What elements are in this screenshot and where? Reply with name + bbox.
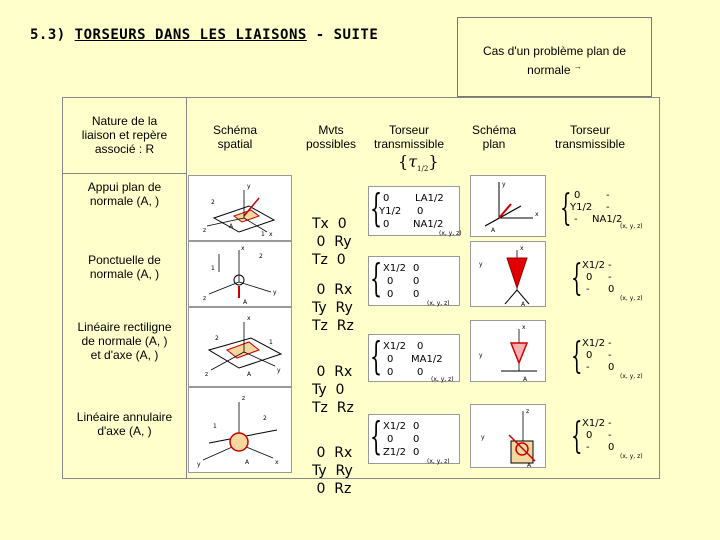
svg-text:1: 1 <box>269 339 273 346</box>
svg-text:(x, y, z): (x, y, z) <box>620 373 643 380</box>
svg-text:0: 0 <box>417 341 424 352</box>
svg-text:-: - <box>608 260 612 271</box>
svg-text:1: 1 <box>211 265 215 272</box>
svg-text:A: A <box>245 459 250 466</box>
svg-text:-: - <box>608 350 612 361</box>
svg-text:(x, y, z): (x, y, z) <box>620 295 643 302</box>
svg-text:{: { <box>370 256 383 302</box>
spatial-schema-lineaire-rectiligne <box>188 307 292 387</box>
torseur-lineaire-annulaire-matrix <box>369 415 461 465</box>
svg-text:{: { <box>370 186 383 232</box>
row-label-appui-plan: Appui plan de normale (A, ) <box>63 174 187 253</box>
svg-text:(x, y, z): (x, y, z) <box>427 458 450 465</box>
svg-text:-: - <box>606 190 610 201</box>
svg-text:y: y <box>479 352 483 359</box>
svg-text:0: 0 <box>413 447 420 458</box>
svg-text:X1/2: X1/2 <box>383 341 406 352</box>
svg-text:(x, y, z): (x, y, z) <box>620 223 643 230</box>
plan-torseur-ponctuelle-matrix <box>570 256 646 302</box>
plan-torseur-lineaire-annulaire-matrix <box>570 414 646 460</box>
svg-text:{: { <box>571 335 583 377</box>
plan-schema-lineaire-rectiligne <box>470 320 546 382</box>
svg-text:LA1/2: LA1/2 <box>415 193 444 204</box>
svg-text:y: y <box>479 261 483 268</box>
svg-text:x: x <box>522 324 526 331</box>
svg-text:{: { <box>370 414 383 460</box>
svg-text:0: 0 <box>586 350 593 361</box>
svg-text:(x, y, z): (x, y, z) <box>427 300 450 307</box>
svg-text:x: x <box>520 245 524 252</box>
svg-text:y: y <box>273 289 277 296</box>
plane-problem-line2: normale → <box>527 62 582 77</box>
svg-text:0: 0 <box>608 442 615 453</box>
row-label-lineaire-annulaire: Linéaire annulaire d'axe (A, ) <box>63 398 187 479</box>
svg-text:A: A <box>521 301 526 308</box>
svg-text:y: y <box>197 461 201 468</box>
svg-text:-: - <box>586 284 590 295</box>
svg-text:X1/2: X1/2 <box>582 338 605 349</box>
svg-text:Y1/2: Y1/2 <box>570 202 593 213</box>
svg-text:x: x <box>269 231 273 238</box>
svg-text:0: 0 <box>383 193 390 204</box>
mvts-ponctuelle: 0 Rx Ty Ry Tz Rz <box>312 282 354 334</box>
svg-text:0: 0 <box>387 434 394 445</box>
svg-text:z: z <box>242 395 246 402</box>
svg-text:NA1/2: NA1/2 <box>592 214 623 225</box>
svg-text:A: A <box>229 223 234 230</box>
tau-symbol: $\{\tau_{1/2}\}$ <box>398 152 439 174</box>
header-torseur: Torseur transmissible <box>373 123 445 151</box>
svg-text:(x, y, z): (x, y, z) <box>439 230 462 237</box>
plan-schema-lineaire-rectiligne-drawing <box>471 321 547 383</box>
svg-text:2: 2 <box>259 253 263 260</box>
svg-text:-: - <box>608 418 612 429</box>
svg-text:A: A <box>243 299 248 306</box>
svg-text:0: 0 <box>387 276 394 287</box>
plan-schema-lineaire-annulaire <box>470 404 546 468</box>
svg-text:-: - <box>608 338 612 349</box>
svg-text:-: - <box>608 430 612 441</box>
page-title: 5.3) TORSEURS DANS LES LIAISONS - SUITE <box>30 27 379 43</box>
svg-text:A: A <box>523 376 528 383</box>
svg-text:MA1/2: MA1/2 <box>411 354 443 365</box>
svg-text:0: 0 <box>413 421 420 432</box>
plan-schema-ponctuelle-drawing <box>471 242 547 308</box>
svg-text:{: { <box>560 187 572 229</box>
svg-text:x: x <box>275 459 279 466</box>
row-label-lineaire-rectiligne: Linéaire rectiligne de normale (A, ) et d'axe (A, ) <box>63 320 187 398</box>
svg-text:0: 0 <box>387 289 394 300</box>
torseur-lineaire-annulaire <box>368 414 460 464</box>
svg-text:0: 0 <box>417 206 424 217</box>
svg-text:y: y <box>277 367 281 374</box>
spatial-schema-ponctuelle <box>188 241 292 307</box>
torseur-appui-plan <box>368 186 460 236</box>
svg-text:X1/2: X1/2 <box>383 263 406 274</box>
torseur-lineaire-rectiligne-matrix <box>369 335 461 383</box>
svg-text:1: 1 <box>261 231 265 238</box>
schema-lineaire-rectiligne-drawing <box>189 308 293 388</box>
svg-text:1: 1 <box>213 423 217 430</box>
plan-torseur-appui-plan <box>556 186 642 230</box>
svg-text:0: 0 <box>608 284 615 295</box>
plan-schema-appui-plan <box>470 175 546 237</box>
svg-text:z: z <box>203 227 207 234</box>
header-nature: Nature de la liaison et repère associé : R <box>63 98 187 174</box>
schema-ponctuelle-drawing <box>189 242 293 308</box>
svg-text:(x, y, z): (x, y, z) <box>620 453 643 460</box>
header-schema-plan: Schéma plan <box>471 123 517 151</box>
svg-text:-: - <box>586 442 590 453</box>
svg-text:0: 0 <box>413 289 420 300</box>
plane-problem-box <box>457 17 652 97</box>
mvts-appui-plan: Tx 0 0 Ry Tz 0 <box>312 216 352 268</box>
schema-lineaire-annulaire-drawing <box>189 388 293 474</box>
svg-text:y: y <box>247 183 251 190</box>
svg-text:(x, y, z): (x, y, z) <box>431 376 454 383</box>
svg-text:z: z <box>203 295 207 302</box>
svg-text:X1/2: X1/2 <box>582 260 605 271</box>
torseur-appui-plan-matrix <box>369 187 461 237</box>
svg-text:0: 0 <box>413 263 420 274</box>
mvts-lineaire-annulaire: 0 Rx Ty Ry 0 Rz <box>312 445 353 497</box>
spatial-schema-appui-plan <box>188 175 292 241</box>
plan-schema-ponctuelle <box>470 241 546 307</box>
svg-text:X1/2: X1/2 <box>582 418 605 429</box>
svg-text:-: - <box>608 272 612 283</box>
svg-text:A: A <box>527 462 532 469</box>
torseur-ponctuelle-matrix <box>369 257 461 307</box>
svg-text:0: 0 <box>413 434 420 445</box>
header-schema-spatial: Schéma spatial <box>212 123 258 151</box>
plan-torseur-ponctuelle <box>570 256 646 302</box>
svg-text:0: 0 <box>413 276 420 287</box>
svg-text:2: 2 <box>263 415 267 422</box>
svg-text:0: 0 <box>417 367 424 378</box>
svg-text:{: { <box>571 415 583 457</box>
svg-text:0: 0 <box>586 272 593 283</box>
plane-problem-line1: Cas d'un problème plan de <box>482 44 627 58</box>
svg-text:z: z <box>205 371 209 378</box>
svg-text:A: A <box>247 371 252 378</box>
plan-torseur-lineaire-annulaire <box>570 414 646 460</box>
schema-appui-plan-drawing <box>189 176 293 242</box>
svg-text:-: - <box>574 214 578 225</box>
plan-schema-lineaire-annulaire-drawing <box>471 405 547 469</box>
svg-text:x: x <box>241 245 245 252</box>
svg-text:0: 0 <box>586 430 593 441</box>
svg-text:y: y <box>502 181 506 188</box>
plan-torseur-lineaire-rectiligne <box>570 334 646 380</box>
svg-text:0: 0 <box>387 354 394 365</box>
svg-text:0: 0 <box>608 362 615 373</box>
header-mvts: Mvts possibles <box>305 123 357 151</box>
svg-text:0: 0 <box>387 367 394 378</box>
header-torseur-plan: Torseur transmissible <box>554 123 626 151</box>
svg-text:x: x <box>247 315 251 322</box>
plan-schema-appui-plan-drawing <box>471 176 547 238</box>
svg-text:X1/2: X1/2 <box>383 421 406 432</box>
svg-text:-: - <box>606 202 610 213</box>
row-label-ponctuelle: Ponctuelle de normale (A, ) <box>63 253 187 320</box>
torseur-lineaire-rectiligne <box>368 334 460 382</box>
svg-text:Z1/2: Z1/2 <box>383 447 406 458</box>
svg-text:0: 0 <box>383 219 390 230</box>
svg-text:0: 0 <box>574 190 581 201</box>
svg-text:y: y <box>481 434 485 441</box>
svg-text:NA1/2: NA1/2 <box>413 219 444 230</box>
svg-text:A: A <box>491 227 496 234</box>
svg-text:2: 2 <box>211 199 215 206</box>
plan-torseur-appui-plan-matrix <box>556 186 642 230</box>
svg-text:2: 2 <box>215 335 219 342</box>
torseur-ponctuelle <box>368 256 460 306</box>
spatial-schema-lineaire-annulaire <box>188 387 292 473</box>
svg-text:z: z <box>526 408 530 415</box>
svg-text:{: { <box>370 334 383 380</box>
svg-text:x: x <box>535 211 539 218</box>
svg-text:{: { <box>571 257 583 299</box>
svg-text:-: - <box>586 362 590 373</box>
plan-torseur-lineaire-rectiligne-matrix <box>570 334 646 380</box>
svg-text:Y1/2: Y1/2 <box>379 206 402 217</box>
mvts-lineaire-rectiligne: 0 Rx Ty 0 Tz Rz <box>312 364 354 416</box>
